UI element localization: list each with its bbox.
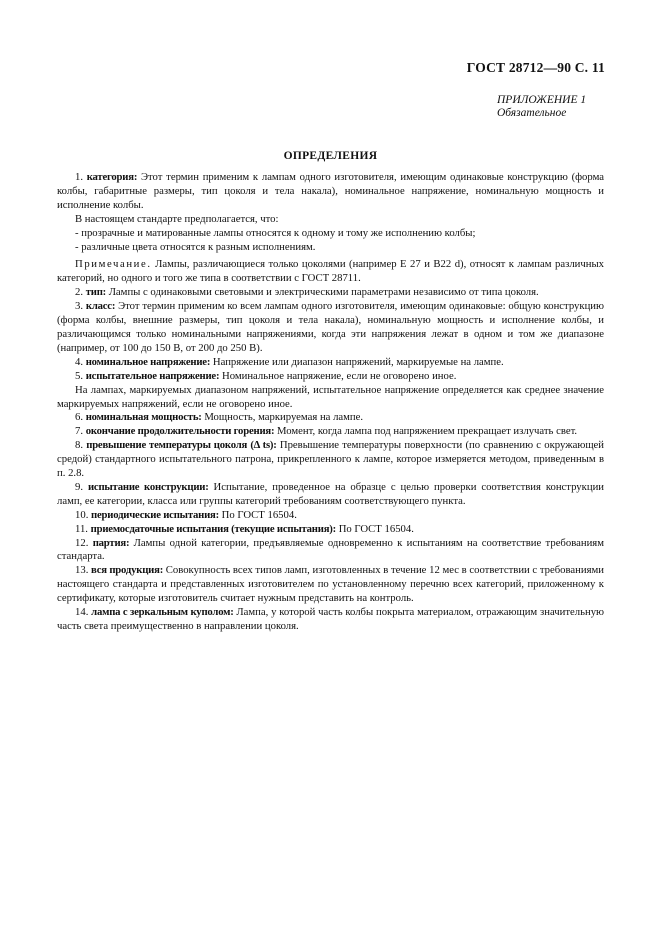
definition-paragraph xyxy=(57,300,604,356)
paragraph-number: 3. xyxy=(75,300,84,313)
definition-text: Лампы с одинаковыми световыми и электрическими параметрами независимо от типа цоколя. xyxy=(108,286,539,299)
term-name: периодические испытания: xyxy=(91,508,219,521)
paragraph-number: 5. xyxy=(75,369,84,382)
term-name: номинальное напряжение: xyxy=(85,355,211,368)
definition-text: Момент, когда лампа под напряжением прекращает излучать свет. xyxy=(277,425,578,438)
paragraph-number: 1. xyxy=(75,171,84,183)
term-name: испытательное напряжение: xyxy=(85,369,220,382)
definition-paragraph xyxy=(57,425,604,439)
definition-paragraph xyxy=(57,258,604,286)
definition-paragraph xyxy=(57,509,604,523)
paragraph-number: 9. xyxy=(75,480,84,493)
definition-paragraph xyxy=(57,356,604,370)
paragraph-number: 14. xyxy=(75,606,89,619)
definition-text: Лампа, у которой часть колбы покрыта материалом, отражающим значительную часть света преимущественно в направлении цоколя. xyxy=(57,606,605,632)
definition-paragraph xyxy=(57,606,604,634)
document-reference: ГОСТ 28712—90 С. 11 xyxy=(466,60,605,75)
paragraph-number: 11. xyxy=(75,522,88,535)
note-label: Примечание. xyxy=(75,258,152,271)
definition-paragraph xyxy=(57,564,604,606)
paragraph-number: 8. xyxy=(75,439,84,452)
definition-text: Мощность, маркируемая на лампе. xyxy=(204,411,364,424)
term-name: класс: xyxy=(85,300,116,313)
section-title: ОПРЕДЕЛЕНИЯ xyxy=(283,150,378,162)
definition-text: Лампы, различающиеся только цоколями (например Е 27 и В22 d), относят к лампам различных категорий, но одного и того же типа в соответствии с ГОСТ 28711. xyxy=(57,258,604,285)
term-name: номинальная мощность: xyxy=(85,411,202,424)
term-name: вся продукция: xyxy=(91,564,164,577)
definition-text: Номинальное напряжение, если не оговорено иное. xyxy=(221,369,457,382)
definition-text: На лампах, маркируемых диапазоном напряжений, испытательное напряжение определяется как среднее значение маркируемых напряжений, если не оговорено иное. xyxy=(57,383,604,410)
definition-text: Лампы одной категории, предъявляемые одновременно к испытаниям на соответствие требованиям стандарта. xyxy=(57,536,604,563)
definition-text: Напряжение или диапазон напряжений, маркируемые на лампе. xyxy=(212,355,504,368)
term-name: окончание продолжительности горения: xyxy=(85,425,275,438)
definition-paragraph xyxy=(57,523,604,537)
definition-text: По ГОСТ 16504. xyxy=(221,508,297,521)
definitions-body xyxy=(57,171,604,634)
definition-text: Превышение температуры поверхности (по сравнению с окружающей средой) стандартного испытательного патрона, прикрепленного к лампе, которое измеряется методом, приведенным в п. 2.8. xyxy=(57,439,605,480)
paragraph-number: 4. xyxy=(75,355,84,368)
definition-paragraph xyxy=(57,213,604,227)
paragraph-number: 12. xyxy=(75,536,89,549)
definition-text: В настоящем стандарте предполагается, что: xyxy=(75,212,279,225)
term-name: испытание конструкции: xyxy=(87,480,209,493)
definition-paragraph xyxy=(57,286,604,300)
term-name: приемосдаточные испытания (текущие испытания): xyxy=(90,522,337,535)
paragraph-number: 7. xyxy=(75,425,84,438)
definition-text: Этот термин применим к лампам одного изготовителя, имеющим одинаковые конструкцию (форма колбы, габаритные размеры, тип цоколя и тела накала), номинальное напряжение, номинальную мощность и исполнение колбы. xyxy=(57,171,605,211)
term-name: категория: xyxy=(86,171,138,183)
term-name: тип: xyxy=(85,286,107,299)
definition-paragraph xyxy=(57,227,604,241)
paragraph-number: 2. xyxy=(75,286,84,299)
term-symbol: (Δ ts): xyxy=(250,439,277,452)
definition-paragraph xyxy=(57,411,604,425)
definition-text: Этот термин применим ко всем лампам одного изготовителя, имеющим одинаковые: общую конструкцию (форма колбы, внешние размеры, тип цоколя и тела накала), номинальную мощность и исполнение колбы, и различающимся только номинальными напряжениями, когда эти напряжения лежат в одном и том же диапазоне (например, от 100 до 150 В, от 200 до 250 В). xyxy=(57,300,604,354)
definition-paragraph xyxy=(57,439,604,481)
paragraph-number: 10. xyxy=(75,508,89,521)
term-name: превышение температуры цоколя xyxy=(86,439,248,452)
definition-text: - различные цвета относятся к разным исполнениям. xyxy=(75,240,316,253)
term-name: лампа с зеркальным куполом: xyxy=(91,606,234,619)
definition-text: Совокупность всех типов ламп, изготовленных в течение 12 мес в соответствии с требованиями настоящего стандарта и представленных изготовителем по установленному перечню всех категорий, приложенному к сертификату, которые изготовитель считает нужным представить на контроль. xyxy=(57,564,605,605)
definition-paragraph xyxy=(57,171,604,213)
definition-paragraph xyxy=(57,241,604,255)
appendix-label: ПРИЛОЖЕНИЕ 1 xyxy=(497,94,587,106)
definition-paragraph xyxy=(57,370,604,384)
definition-paragraph xyxy=(57,537,604,565)
definition-text: Испытание, проведенное на образце с целью проверки соответствия конструкции ламп, ее категории, класса или группы категорий требованиям соответствующего пункта. xyxy=(57,480,605,507)
definition-text: - прозрачные и матированные лампы относятся к одному и тому же исполнению колбы; xyxy=(75,226,476,239)
term-name: партия: xyxy=(92,536,130,549)
definition-paragraph xyxy=(57,481,604,509)
appendix-status: Обязательное xyxy=(497,107,567,119)
definition-paragraph xyxy=(57,384,604,412)
paragraph-number: 6. xyxy=(75,411,84,424)
appendix-heading xyxy=(497,94,586,120)
paragraph-number: 13. xyxy=(75,564,89,577)
definition-text: По ГОСТ 16504. xyxy=(338,522,414,535)
